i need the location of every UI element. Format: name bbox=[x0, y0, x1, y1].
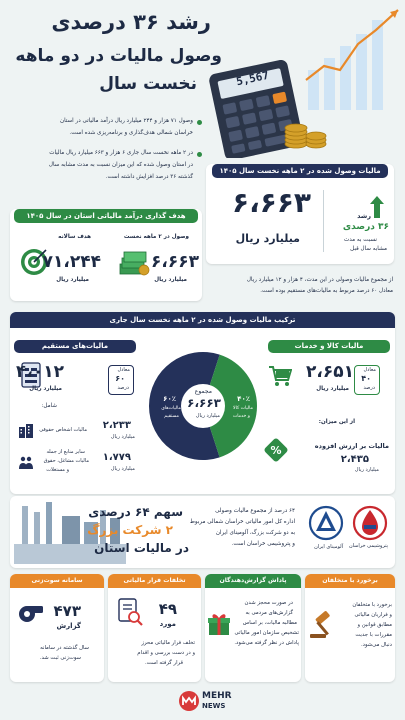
alumina-logo-icon bbox=[308, 505, 344, 541]
companies-text: ۶۴ درصد از مجموع مالیات وصولی bbox=[215, 508, 295, 514]
companies-text: اداره کل امور مالیاتی خراسان شمالی مربوط bbox=[189, 519, 295, 525]
people-icon bbox=[18, 456, 34, 470]
vat-pct-unit: درصد bbox=[363, 385, 375, 391]
direct-r1-label: مالیات اشخاص حقوقی bbox=[39, 427, 87, 433]
intro-line: وصول ۷۱ هزار و ۲۴۴ میلیارد ریال درآمد مالیاتی در استان bbox=[60, 118, 193, 124]
gavel-icon bbox=[308, 610, 338, 640]
coins-icon bbox=[282, 110, 327, 150]
companies-title-2: ۲ شرکت بزرگ bbox=[87, 523, 173, 537]
footer-card-violations-title: تخلفات فرار مالیاتی bbox=[108, 574, 201, 588]
page-title: رشد ۳۶ درصدی bbox=[51, 10, 211, 34]
footer-card-enforcement-line: مطابق قوانین و bbox=[357, 622, 392, 628]
vat-value: ۲،۶۵۱ bbox=[306, 362, 354, 382]
footer-card-whistleblower-title: سامانه سوت‌زنی bbox=[10, 574, 104, 588]
pie-total-label: مجموع bbox=[194, 388, 212, 395]
growth-note: نسبت به مدت bbox=[343, 237, 377, 243]
vat-title: مالیات کالا و خدمات bbox=[268, 340, 390, 353]
direct-title: مالیات‌های مستقیم bbox=[14, 340, 136, 353]
companies-title-1: سهم ۶۴ درصدی bbox=[88, 505, 183, 519]
footer-card-reward-line: در صورت محجز شدن bbox=[244, 600, 293, 606]
bullet-icon bbox=[197, 120, 202, 125]
vat-sub-unit: میلیارد ریال bbox=[354, 467, 379, 473]
footer-card-violations-line: تخلف فرار مالیاتی محرز bbox=[141, 640, 195, 646]
money-stack-icon bbox=[118, 250, 150, 276]
brand-sub: NEWS bbox=[202, 702, 226, 710]
pie-vat-label: مالیات کالا bbox=[232, 406, 253, 411]
note-line: معادل ۶۰ درصد مربوط به مالیات‌های مستقیم بوده است. bbox=[260, 288, 393, 294]
intro-line: در ۲ ماهه نخست سال جاری ۶ هزار و ۶۶۳ میلیارد ریال مالیات bbox=[49, 150, 193, 156]
footer-card-whistleblower-unit: گزارش bbox=[56, 622, 81, 630]
collected-unit: میلیارد ریال bbox=[235, 232, 300, 245]
direct-r1-unit: میلیارد ریال bbox=[110, 434, 135, 440]
direct-pct-unit: درصد bbox=[117, 385, 129, 391]
pie-total-unit: میلیارد ریال bbox=[195, 413, 220, 419]
direct-r2-value: ۱،۷۷۹ bbox=[102, 452, 131, 463]
pie-direct-pct: ۶۰٪ bbox=[163, 395, 176, 403]
footer-card-violations-line: و در دست بررسی و اقدام bbox=[137, 650, 195, 656]
direct-value: ۴،۰۱۲ bbox=[16, 362, 64, 382]
pie-vat-pct: ۴۰٪ bbox=[237, 395, 250, 403]
direct-r2-label: سایر منابع از جمله bbox=[46, 449, 85, 455]
brand-name: MEHR bbox=[202, 691, 232, 701]
companies-text: به دو شرکت بزرگ، آلومینای ایران bbox=[215, 530, 295, 536]
pie-vat-label: و خدمات bbox=[232, 414, 250, 419]
alumina-logo-label: آلومینای ایران bbox=[314, 544, 343, 550]
direct-includes: شامل: bbox=[41, 403, 57, 409]
companies-text: و پتروشیمی خراسان است. bbox=[231, 541, 295, 547]
collected-value: ۶،۶۶۳ bbox=[232, 186, 311, 219]
growth-value: ۳۶ درصدی bbox=[342, 222, 389, 232]
document-search-icon bbox=[117, 598, 143, 628]
page-subtitle-1: وصول مالیات در دو ماهه bbox=[15, 46, 222, 66]
direct-pct-label: معادل bbox=[117, 367, 130, 373]
direct-pct: ۶۰ bbox=[115, 374, 125, 383]
vat-pct: ۴۰ bbox=[361, 374, 371, 383]
page-subtitle-2: نخست سال bbox=[99, 74, 197, 94]
collected-header: مالیات وصول شده در ۲ ماهه نخست سال ۱۴۰۵ bbox=[212, 164, 388, 178]
bullet-icon bbox=[197, 152, 202, 157]
twomonth-unit: میلیارد ریال bbox=[154, 277, 187, 283]
direct-r1-value: ۲،۲۳۳ bbox=[102, 420, 131, 431]
calculator-display: 5,567 bbox=[235, 68, 271, 89]
building-icon bbox=[18, 424, 34, 438]
annual-unit: میلیارد ریال bbox=[56, 277, 89, 283]
shopping-cart-icon bbox=[268, 365, 292, 387]
annual-label: هدف سالانه bbox=[58, 234, 91, 240]
direct-r2-label: مالیات مشاغل، حقوق bbox=[43, 458, 89, 464]
footer-card-enforcement-line: دنبال می‌شود. bbox=[360, 642, 392, 648]
note-line: از مجموع مالیات وصولی در این مدت، ۴ هزار و ۱۲ میلیارد ریال bbox=[246, 277, 393, 283]
pie-direct-label: مستقیم bbox=[164, 414, 179, 419]
percent-tag-icon bbox=[264, 438, 288, 462]
footer-card-enforcement-line: مقررات با جدیت bbox=[355, 632, 392, 638]
pie-total: ۶،۶۶۳ bbox=[187, 396, 221, 410]
growth-label: رشد bbox=[357, 212, 371, 220]
target-header: هدف گذاری درآمد مالیاتی استان در سال ۱۴۰۵ bbox=[14, 209, 198, 223]
direct-unit: میلیارد ریال bbox=[29, 386, 62, 392]
footer-card-reward-line: مطالبه مالیات، بر اساس bbox=[242, 620, 297, 626]
twomonth-label: وصول در ۲ ماهه نخست bbox=[123, 234, 189, 240]
footer-card-violations-line: قرار گرفته است. bbox=[144, 660, 183, 666]
vat-sub-value: ۲،۴۳۵ bbox=[340, 454, 369, 465]
growth-chart-illustration bbox=[300, 0, 405, 120]
intro-line: خراسان شمالی هدف‌گذاری و برنامه‌ریزی شده است. bbox=[69, 130, 193, 136]
footer-card-reward-line: گزارش‌های مردمی به bbox=[245, 610, 293, 616]
growth-note: مشابه سال قبل bbox=[350, 246, 387, 252]
footer-card-reward-line: پاداش در نظر گرفته می‌شود. bbox=[234, 640, 299, 646]
whistle-icon bbox=[16, 600, 44, 624]
vat-sub-label: از این میزان: bbox=[318, 419, 355, 425]
footer-card-reward-title: پاداش گزارش‌دهندگان bbox=[205, 574, 301, 588]
annual-value: ۷۱،۲۴۴ bbox=[42, 252, 101, 272]
footer-card-whistleblower-line: سال گذشته در سامانه bbox=[40, 645, 89, 651]
footer-card-enforcement-title: برخورد با متخلفان bbox=[305, 574, 395, 588]
footer-card-reward-line: تشخیص سازمان امور مالیاتی bbox=[234, 630, 299, 636]
arrow-up-icon bbox=[370, 196, 384, 218]
vat-pct-label: معادل bbox=[363, 367, 376, 373]
direct-r2-label: و مستغلات bbox=[46, 467, 69, 473]
gift-icon bbox=[207, 612, 231, 636]
direct-r2-unit: میلیارد ریال bbox=[110, 466, 135, 472]
footer-card-enforcement-line: برخورد با متخلفان bbox=[352, 602, 392, 608]
vertical-divider bbox=[323, 190, 324, 252]
svg-text:%: % bbox=[270, 444, 282, 457]
mehr-logo-icon bbox=[178, 690, 200, 712]
vat-unit: میلیارد ریال bbox=[316, 386, 349, 392]
companies-title-3: در مالیات استان bbox=[94, 541, 189, 555]
intro-line: در استان وصول شده که این میزان نسبت به مدت مشابه سال bbox=[48, 162, 193, 168]
composition-header: ترکیب مالیات وصول شده در ۲ ماهه نخست سال جاری bbox=[10, 312, 395, 328]
footer-card-violations-unit: مورد bbox=[159, 620, 176, 628]
footer-card-violations-count: ۴۹ bbox=[158, 600, 177, 618]
vat-sub-item: مالیات بر ارزش افزوده bbox=[314, 442, 389, 450]
intro-line: گذشته ۳۶ درصد افزایش داشته است. bbox=[105, 174, 193, 180]
petrochemical-logo-icon bbox=[352, 505, 388, 541]
pie-direct-label: مالیات‌های bbox=[161, 406, 181, 411]
petrochemical-logo-label: پتروشیمی خراسان bbox=[348, 543, 388, 549]
footer-card-enforcement-line: و فراریان مالیاتی bbox=[354, 612, 392, 618]
footer-card-whistleblower-line: سوت‌زنی ثبت شد. bbox=[39, 655, 81, 661]
twomonth-value: ۶،۶۶۳ bbox=[151, 252, 199, 272]
footer-card-whistleblower-count: ۴۷۳ bbox=[53, 602, 81, 620]
